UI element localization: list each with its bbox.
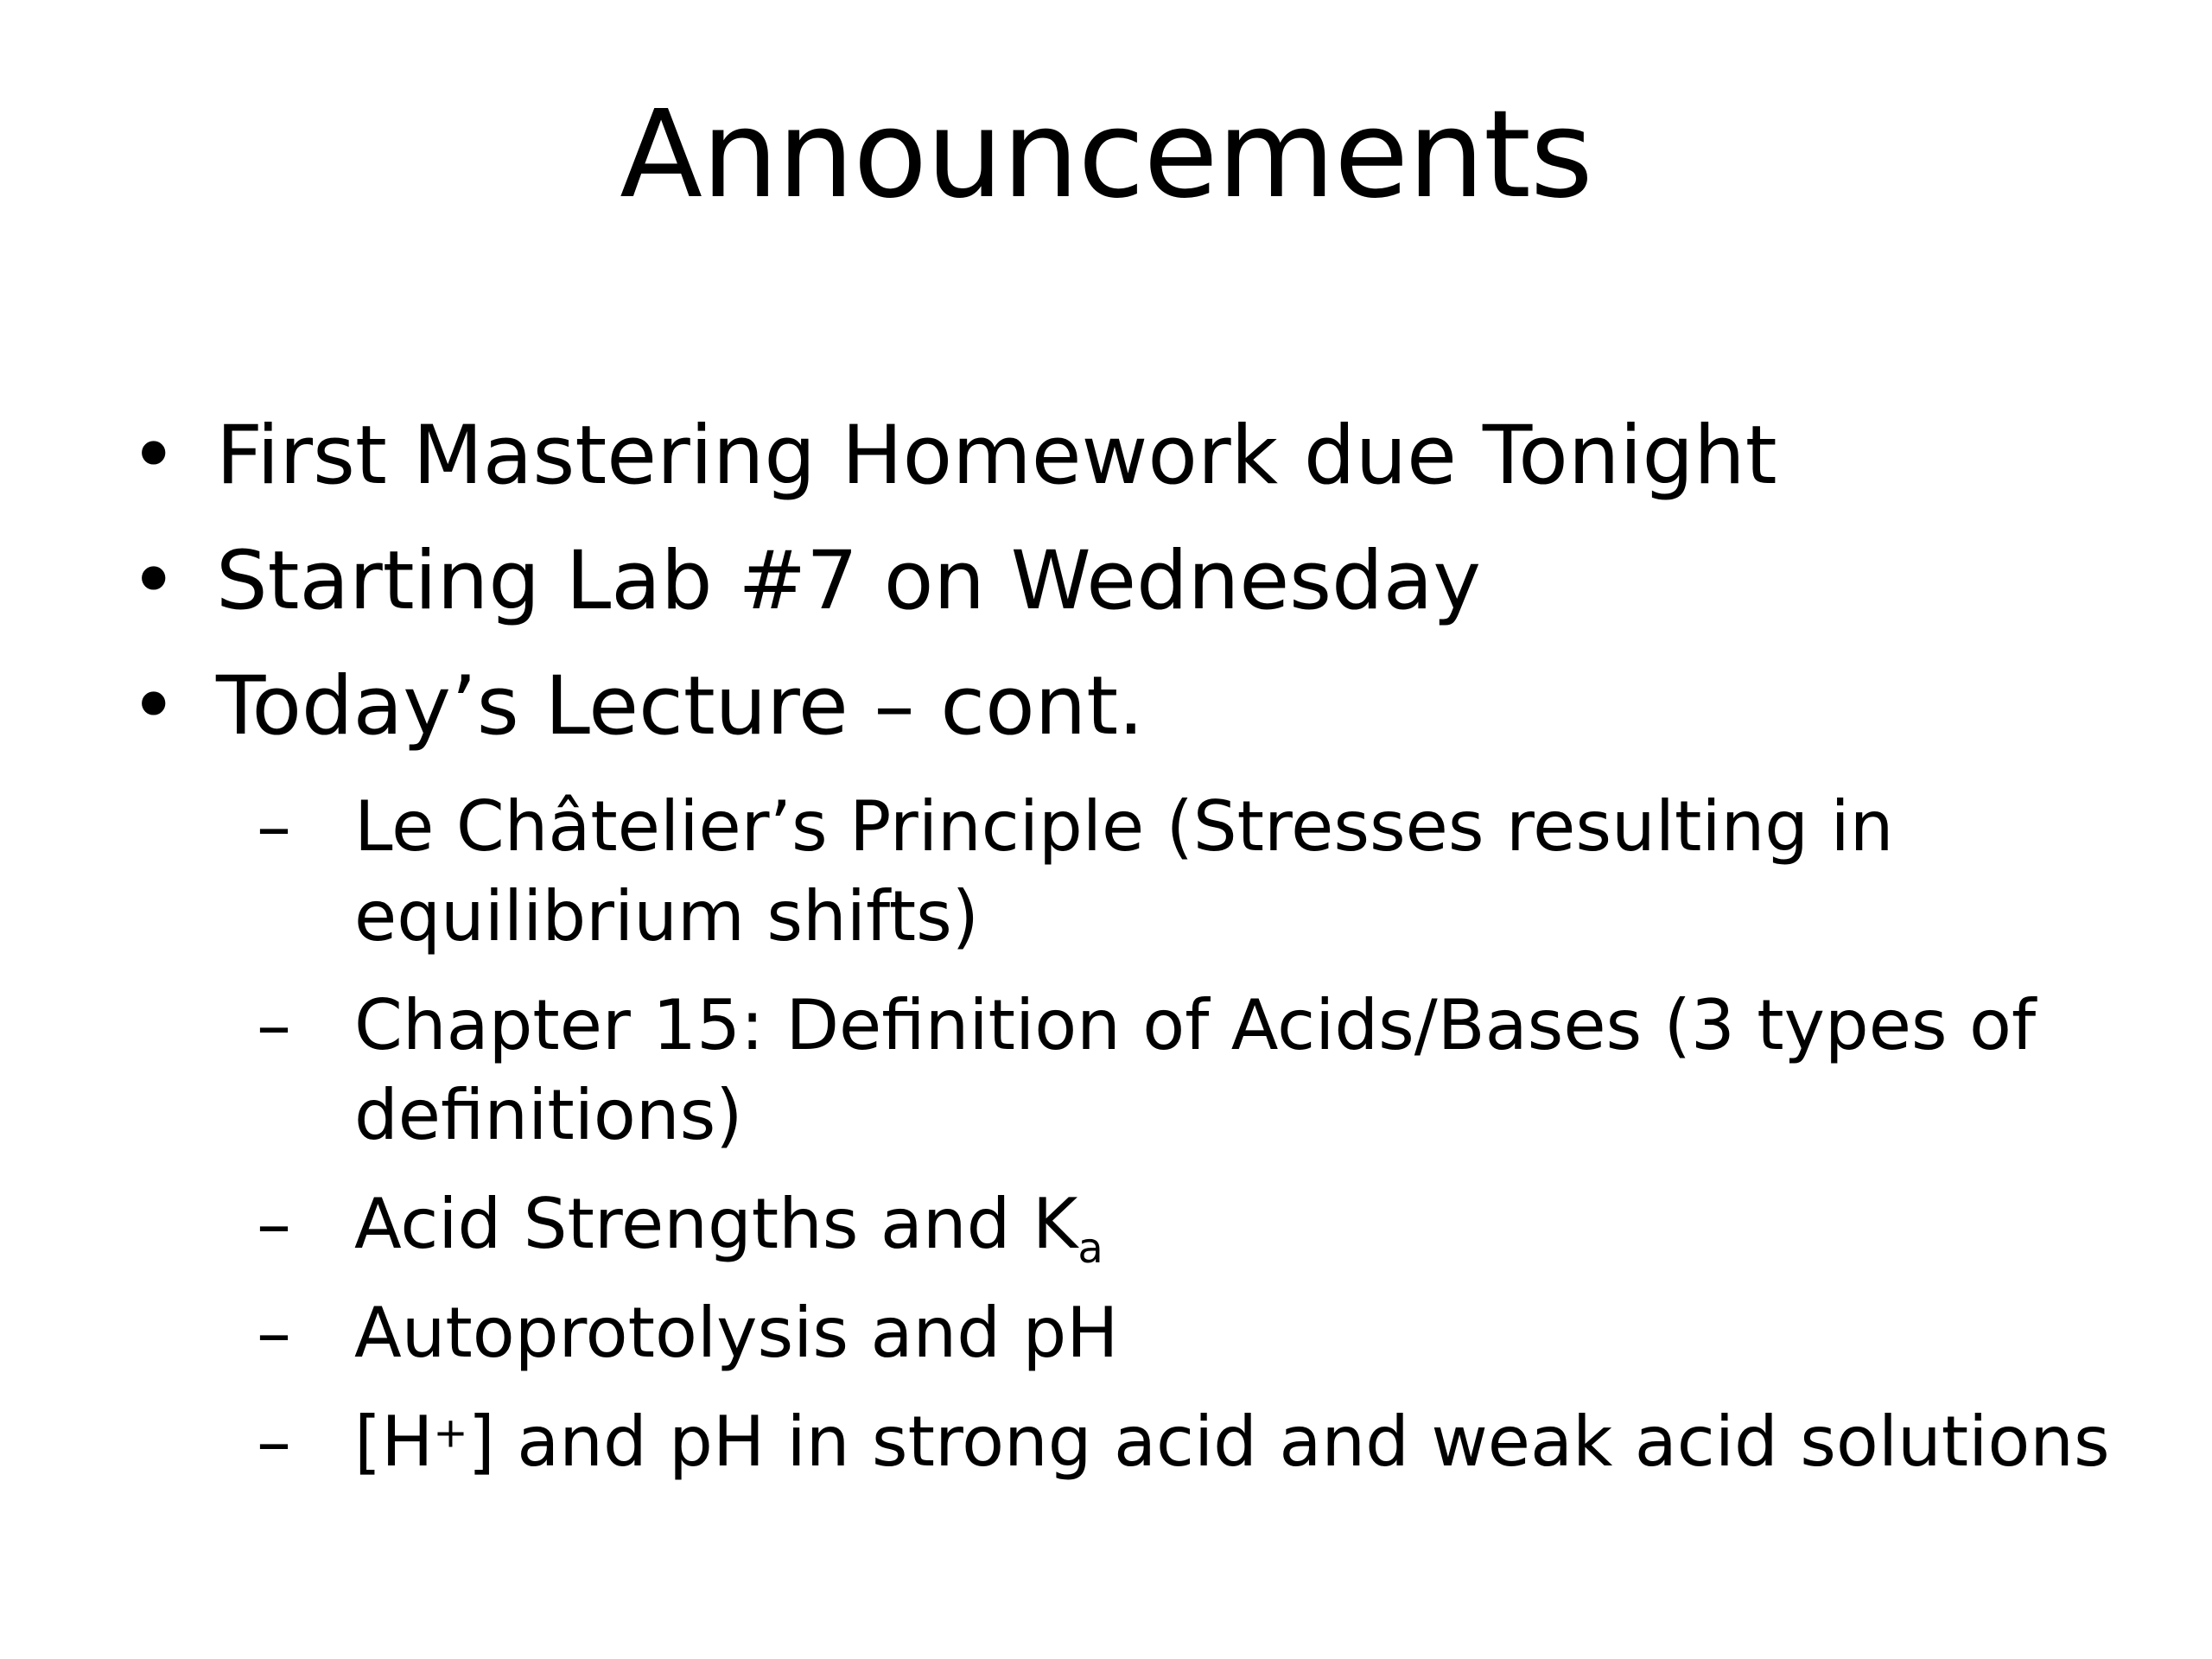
bullet-marker: • xyxy=(130,409,178,503)
sub-bullet-list xyxy=(257,782,2114,1506)
sub-bullet-text-start: [H xyxy=(354,1402,434,1482)
bullet-text: Starting Lab #7 on Wednesday xyxy=(216,534,1482,628)
sub-bullet-marker: – xyxy=(257,786,291,867)
sub-bullet-text xyxy=(354,1397,2114,1487)
sub-bullet-marker: – xyxy=(257,1293,291,1373)
sub-bullet-item xyxy=(257,1288,2114,1378)
bullet-item xyxy=(130,393,2117,518)
bullet-text: Today’s Lecture – cont. xyxy=(216,659,1144,753)
sub-bullet-text: Le Châtelier’s Principle (Stresses resulting in equilibrium shifts) xyxy=(354,786,1894,957)
sub-bullet-item xyxy=(257,1179,2114,1273)
sub-bullet-item xyxy=(257,1397,2114,1487)
bullet-item xyxy=(130,518,2117,644)
sub-bullet-text-end: ] and pH in strong acid and weak acid solutions xyxy=(467,1402,2110,1482)
sub-bullet-item xyxy=(257,981,2114,1160)
sub-bullet-text xyxy=(354,1179,2114,1273)
bullet-list xyxy=(130,393,2117,769)
sub-bullet-marker: – xyxy=(257,985,291,1065)
bullet-marker: • xyxy=(130,659,178,753)
bullet-marker: • xyxy=(130,534,178,628)
sub-bullet-text-main: Acid Strengths and K xyxy=(354,1184,1078,1264)
sub-bullet-marker: – xyxy=(257,1184,291,1264)
sub-bullet-text: Autoprotolysis and pH xyxy=(354,1293,1119,1373)
slide-title: Announcements xyxy=(620,85,1592,226)
sub-bullet-marker: – xyxy=(257,1402,291,1482)
subscript-a: a xyxy=(1077,1224,1103,1273)
sub-bullet-item xyxy=(257,782,2114,962)
bullet-text: First Mastering Homework due Tonight xyxy=(216,409,1777,503)
bullet-item xyxy=(130,644,2117,769)
superscript-plus: + xyxy=(433,1408,468,1458)
sub-bullet-text: Chapter 15: Definition of Acids/Bases (3 types of definitions) xyxy=(354,985,2037,1155)
